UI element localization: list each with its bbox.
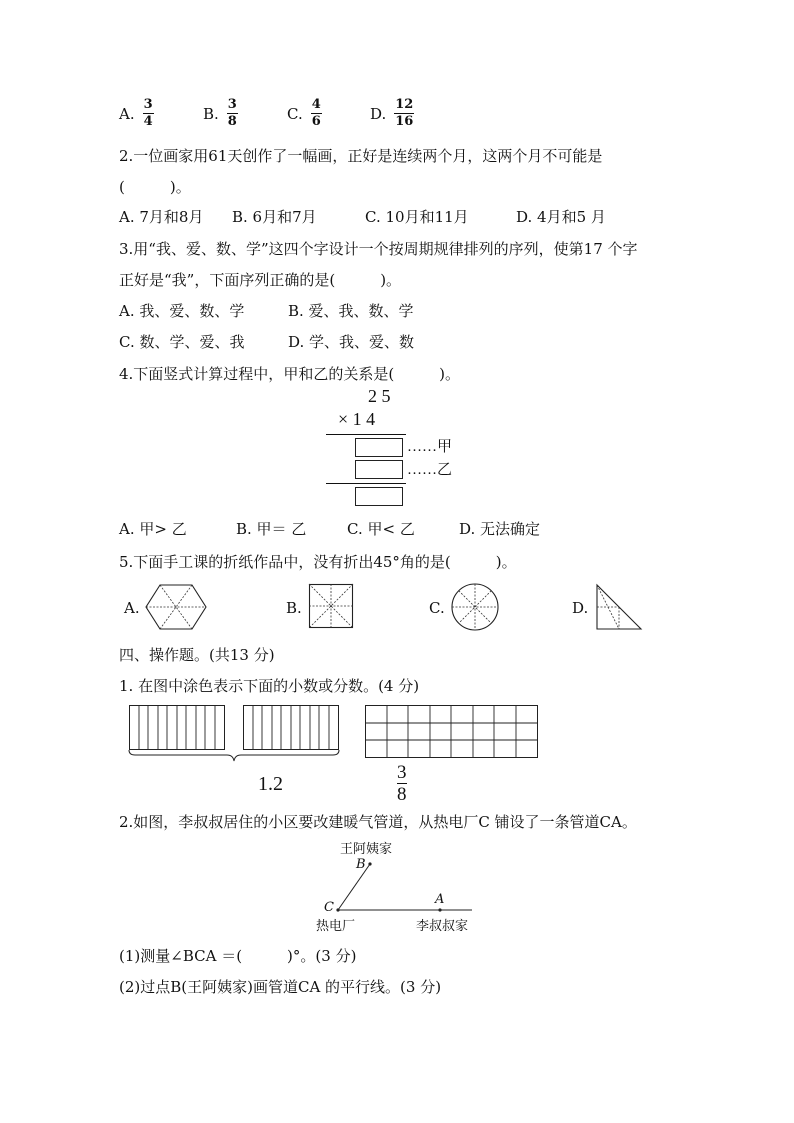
q1-option-c <box>287 98 322 129</box>
angle-lines <box>310 838 490 933</box>
label-wang-home: 王阿姨家 <box>340 842 393 857</box>
q1-option-b <box>203 98 238 129</box>
folded-circle <box>451 583 499 631</box>
multiplicand: 2 5 <box>368 386 391 406</box>
label-yi: ……乙 <box>407 462 453 478</box>
q3-option-a: A. 我、爱、数、学 <box>119 302 245 320</box>
q1-option-a <box>119 98 154 129</box>
fraction <box>227 98 238 129</box>
s4-q2-sub1: (1)测量∠BCA ＝( )°。(3 分) <box>119 947 357 965</box>
q3-option-b: B. 爱、我、数、学 <box>288 302 414 320</box>
option-letter: D. <box>370 104 387 123</box>
q4-option-c: C. 甲< 乙 <box>347 520 415 538</box>
denominator: 8 <box>227 114 237 129</box>
fraction <box>311 98 322 129</box>
denominator: 8 <box>397 784 407 805</box>
fraction <box>394 98 414 129</box>
q2-text-line2: ( )。 <box>119 178 191 196</box>
product-box <box>355 487 403 506</box>
section-heading: 四、操作题。(共13 分) <box>119 646 275 664</box>
angle-diagram <box>310 838 490 933</box>
q2-text-line1: 2.一位画家用61天创作了一幅画，正好是连续两个月，这两个月不可能是 <box>119 147 603 165</box>
q4-option-b: B. 甲＝ 乙 <box>236 520 307 538</box>
s4-q2-sub2: (2)过点B(王阿姨家)画管道CA 的平行线。(3 分) <box>119 978 442 996</box>
q4-text: 4.下面竖式计算过程中，甲和乙的关系是( )。 <box>119 365 461 383</box>
label-point-b: B <box>356 857 366 872</box>
option-letter: C. <box>287 104 303 123</box>
eighths-grid <box>365 705 539 759</box>
fraction-label <box>397 763 407 805</box>
rule-line-bottom <box>326 483 406 484</box>
label-point-c: C <box>324 900 334 915</box>
folded-square <box>309 584 353 628</box>
q5-letter-d: D. <box>572 599 589 617</box>
brace <box>129 750 339 761</box>
q1-options <box>119 98 439 138</box>
label-point-a: A <box>435 892 445 907</box>
q4-option-a: A. 甲> 乙 <box>119 520 187 538</box>
denominator: 16 <box>395 114 414 129</box>
q2-option-c: C. 10月和11月 <box>365 208 469 226</box>
tenths-bars <box>129 705 339 763</box>
q2-option-d: D. 4月和5 月 <box>516 208 606 226</box>
q3-option-c: C. 数、学、爱、我 <box>119 333 245 351</box>
q5-letter-a: A. <box>124 599 140 617</box>
option-letter: B. <box>203 104 219 123</box>
folded-hexagon <box>145 584 207 630</box>
q5-text: 5.下面手工课的折纸作品中，没有折出45°角的是( )。 <box>119 553 517 571</box>
numerator: 3 <box>227 97 237 112</box>
s4-q2-text: 2.如图，李叔叔居住的小区要改建暖气管道，从热电厂C 铺设了一条管道CA。 <box>119 813 637 831</box>
q5-letter-c: C. <box>429 599 445 617</box>
q4-option-d: D. 无法确定 <box>459 520 541 538</box>
fraction <box>143 98 154 129</box>
denominator: 6 <box>311 114 321 129</box>
partial-product-box-jia <box>355 438 403 457</box>
q2-option-b: B. 6月和7月 <box>232 208 317 226</box>
q3-text-line1: 3.用“我、爱、数、学”这四个字设计一个按周期规律排列的序列，使第17 个字 <box>119 240 638 258</box>
numerator: 3 <box>397 762 407 783</box>
q3-option-d: D. 学、我、爱、数 <box>288 333 415 351</box>
rule-line-top <box>326 434 406 435</box>
label-li-home: 李叔叔家 <box>416 919 469 934</box>
numerator: 4 <box>311 97 321 112</box>
numerator: 3 <box>143 97 153 112</box>
vertical-multiplication <box>320 386 480 511</box>
denominator: 4 <box>143 114 153 129</box>
q2-option-a: A. 7月和8月 <box>119 208 204 226</box>
decimal-label: 1.2 <box>258 773 283 795</box>
label-power-plant: 热电厂 <box>316 919 356 934</box>
q5-letter-b: B. <box>286 599 302 617</box>
folded-triangle <box>596 584 642 630</box>
label-jia: ……甲 <box>407 439 453 455</box>
partial-product-box-yi <box>355 460 403 479</box>
numerator: 12 <box>395 97 414 112</box>
q1-option-d <box>370 98 414 129</box>
multiplier: × 1 4 <box>338 409 376 429</box>
q3-text-line2: 正好是“我”，下面序列正确的是( )。 <box>119 271 402 289</box>
s4-q1-text: 1. 在图中涂色表示下面的小数或分数。(4 分) <box>119 677 420 695</box>
option-letter: A. <box>119 104 135 123</box>
